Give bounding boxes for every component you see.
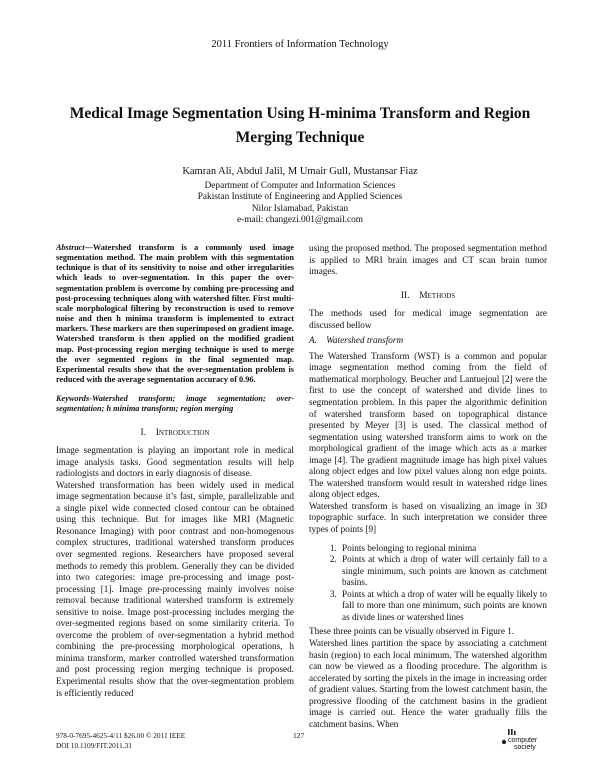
subsection-label: A.	[309, 335, 317, 346]
right-column	[309, 243, 547, 730]
watershed-paragraph-4: Watershed lines partition the space by associating a catchment basin (region) to each local minimum. The watershed algorithm can now be viewed as a flooding procedure. The algorithm is accelerated by sorting the pixels in the image in increasing order of gradient values. Starting from the lowest catchment basin, the progressive flooding of the catchment basins in the gradient image is carried out. Hence the water gradually fills the catchment basins. When	[309, 637, 547, 729]
subsection-title: Watershed transform	[326, 335, 404, 346]
keywords: Keywords-Watershed transform; image segmentation; over-segmentation; h minima transform; region merging	[56, 394, 294, 414]
intro-paragraph-continued: using the proposed method. The proposed segmentation method is applied to MRI brain images and CT scan brain tumor images.	[309, 243, 547, 277]
affiliation-department: Department of Computer and Information Sciences	[204, 181, 396, 191]
list-item: 1. Points belonging to regional minima	[339, 543, 547, 555]
section-title: Introduction	[155, 426, 210, 438]
conference-header: 2011 Frontiers of Information Technology	[211, 39, 389, 50]
footer-doi: DOI 10.1109/FIT.2011.31	[56, 741, 132, 750]
left-column	[56, 243, 294, 699]
affiliation-location: Nilor Islamabad, Pakistan	[251, 203, 349, 214]
list-item: 2. Points at which a drop of water will certainly fall to a single minimum, such points are known as catchment basins.	[339, 554, 547, 589]
section-heading-introduction	[56, 427, 294, 439]
affiliation-institute: Pakistan Institute of Engineering and Applied Sciences	[197, 192, 403, 203]
footer-isbn: 978-0-7695-4625-4/11 $26.00 © 2011 IEEE	[56, 731, 186, 740]
ieee-computer-society-logo-icon	[500, 728, 544, 752]
watershed-paragraph-3: These three points can be visually observed in Figure 1.	[309, 626, 515, 637]
watershed-paragraph-1: The Watershed Transform (WST) is a common and popular image segmentation method coming from the field of mathematical morphology. Beucher and Lantuejoul [2] were the first to use the concept of watershed and divide lines to segmentation problem. In this paper the algorithmic definition of watershed transform based on topographical distance presented by Meyer [3] is used. The classical method of segmentation using watershed transform aims to work on the morphological gradient of the image which acts as a marker image [4]. The gradient magnitude image has high pixel values along object edges and low pixel values along non edge points. The watershed transform would result in watershed ridge lines along object edges.	[309, 350, 547, 500]
intro-paragraph-2: Watershed transformation has been widely used in medical image segmentation because it’s fast, simple, parallelizable and a single pixel wide connected closed contour can be obtained using this technique. But for images like MRI (Magnetic Resonance Imaging) with poor contrast and non-homogenous complex structures, traditional watershed transform produces over segmented regions. Researchers have proposed several methods to remedy this problem. Generally they can be divided into two categories: image pre-processing and image post-processing [1]. Image pre-processing mainly involves noise removal because traditional watershed transform is extremely sensitive to noise. Image post-processing includes merging the over-segmented regions based on some similarity criteria. To overcome the problem of over-segmentation a hybrid method combining the pre-processing morphological operations, h minima transform, marker controlled watershed transformation and post processing region merging technique is proposed. Experimental results show that the over-segmentation problem is efficiently reduced	[56, 479, 294, 698]
paper-title: Medical Image Segmentation Using H-minima Transform and Region Merging Technique	[69, 105, 531, 146]
methods-paragraph: The methods used for medical image segmentation are discussed bellow	[309, 308, 547, 330]
abstract-text: —Watershed transform is a commonly used image segmentation method. The main problem with this segmentation technique is that of its sensitivity to noise and other irregularities which leads to over-segmentation. In this paper the over-segmentation problem is overcome by combing pre-processing and post-processing techniques along with watershed filter. First multi-scale morphological filtering by reconstruction is used to remove noise and then h minima transform is implemented to extract markers. These markers are then superimposed on gradient image. Watershed transform is then applied on the modified gradient map. Post-processing region merging technique is used to merge the over segmented regions in the final segmented map. Experimental results show that the over-segmentation problem is reduced with the average segmentation accuracy of 0.96.	[56, 243, 294, 385]
section-number: I.	[140, 426, 147, 438]
footer-copyright	[56, 731, 185, 751]
abstract-label: Abstract	[56, 243, 85, 252]
point-types-list	[309, 543, 547, 624]
logo-text-bottom: society	[514, 744, 536, 751]
list-item: 3. Points at which a drop of water will be equally likely to fall to more than one minimum, such points are known as divide lines or watershed lines	[339, 589, 547, 624]
section-title: Methods	[419, 289, 456, 301]
author-list: Kamran Ali, Abdul Jalil, M Umair Gull, Mustansar Fiaz	[182, 166, 418, 177]
abstract	[56, 243, 294, 385]
affiliation-email: e-mail: changezi.001@gmail.com	[236, 215, 364, 226]
intro-paragraph-1: Image segmentation is playing an important role in medical image analysis tasks. Good segmentation results will help radiologists and doctors in early diagnosis of disease.	[56, 445, 294, 479]
section-number: II.	[400, 289, 410, 301]
watershed-paragraph-2: Watershed transform is based on visualizing an image in 3D topographic surface. In such interpretation we consider three types of points [9]	[309, 500, 547, 535]
page-number: 127	[293, 731, 305, 740]
section-heading-methods	[309, 290, 547, 302]
affiliation-block	[0, 181, 600, 227]
subsection-heading-watershed	[309, 335, 547, 347]
logo-text-top: computer	[508, 737, 538, 744]
